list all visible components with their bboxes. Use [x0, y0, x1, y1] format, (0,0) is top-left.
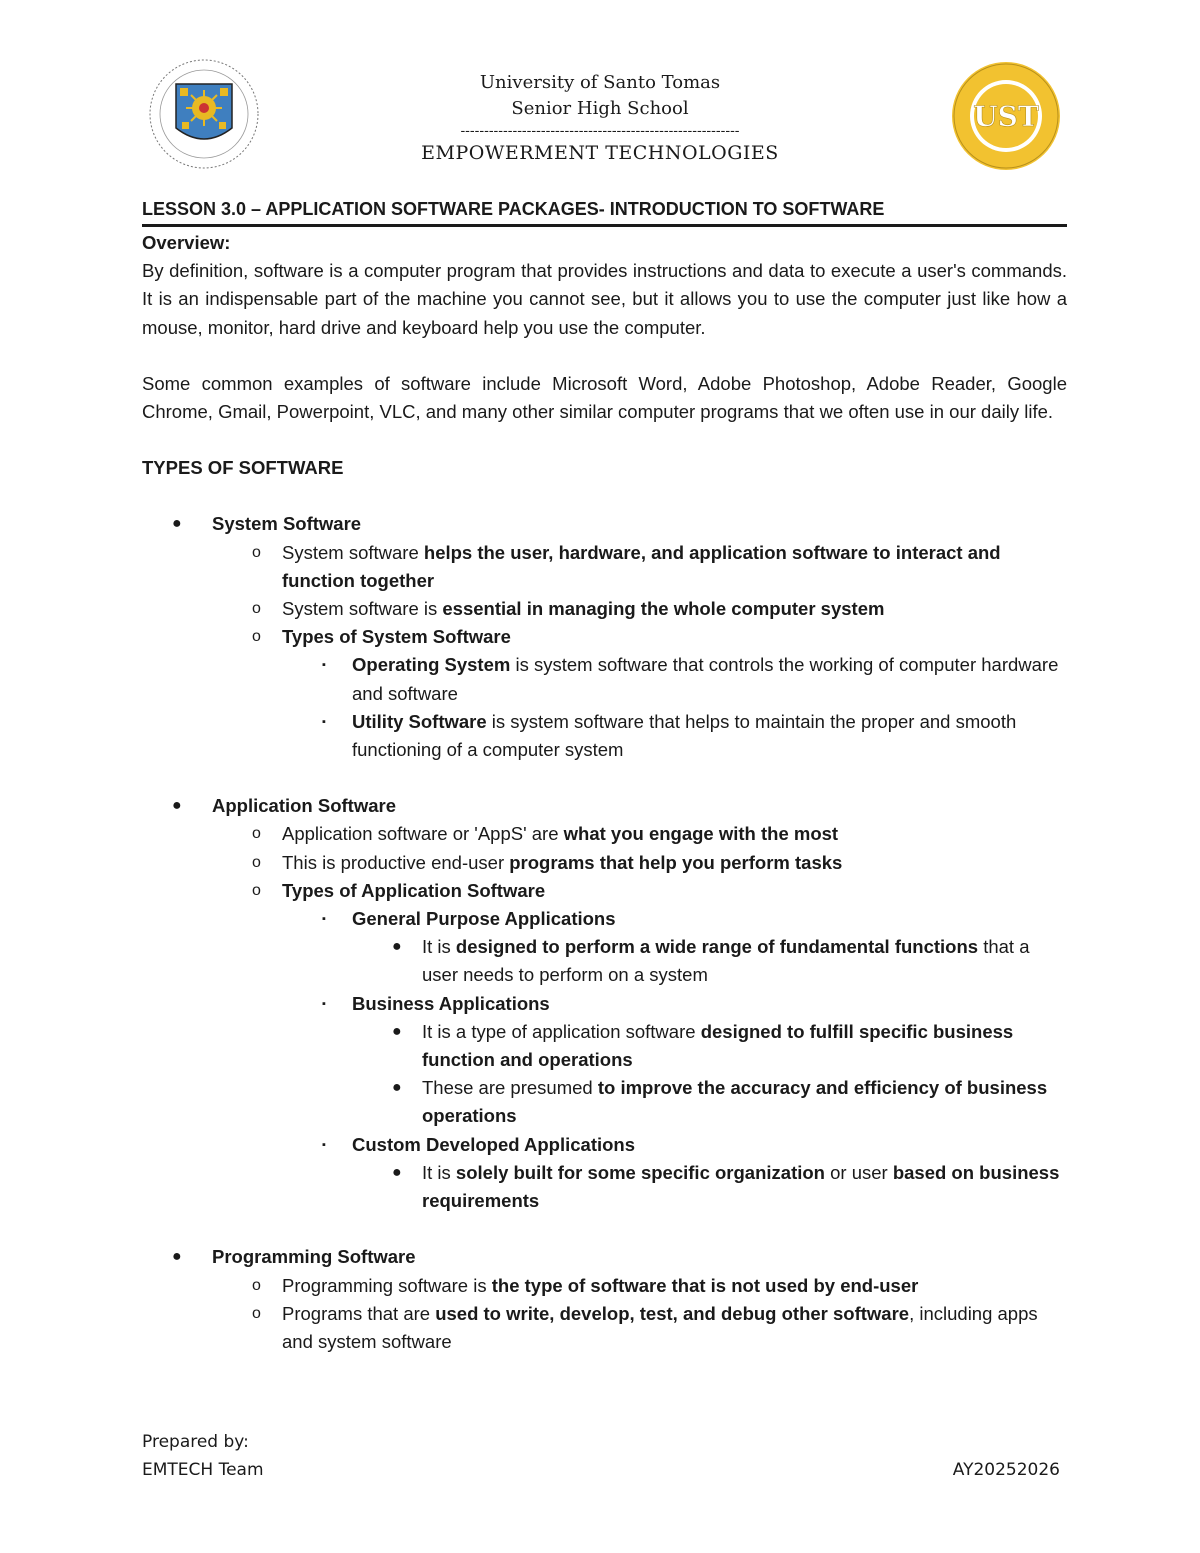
bullet-icon: ● [172, 797, 182, 815]
text-run: System software is [282, 598, 443, 620]
text-run: , including apps and system software [282, 1302, 1038, 1352]
text-run: These are presumed [422, 1077, 598, 1099]
custom-developed-sublist [352, 1159, 1067, 1215]
application-software-sublist [212, 820, 1067, 1215]
software-types-list [142, 510, 1067, 1356]
overview-paragraph-1: By definition, software is a computer program that provides instructions and data to execute a user's commands. It is an indispensable part of the machine you cannot see, but it allows you to use the computer just like how a mouse, monitor, hard drive and keyboard help you use the computer. [142, 260, 1067, 338]
lesson-title: LESSON 3.0 – APPLICATION SOFTWARE PACKAGES- INTRODUCTION TO SOFTWARE [142, 196, 1067, 227]
ust-seal-logo [142, 58, 266, 170]
text-run: This is productive end-user [282, 851, 510, 873]
list-item [212, 820, 1067, 848]
square-bullet-icon: ▪ [322, 997, 326, 1010]
circle-bullet-icon: o [252, 600, 261, 618]
prepared-by-team: EMTECH Team [142, 1460, 264, 1480]
list-item [282, 905, 1067, 990]
text-run: is system software that helps to maintain the proper and smooth functioning of a computer system [352, 710, 1017, 761]
list-item [212, 877, 1067, 1215]
square-bullet-icon: ▪ [322, 913, 326, 926]
list-item [282, 651, 1067, 707]
business-applications-title: Business Applications [352, 992, 550, 1014]
text-run: Programming software is [282, 1274, 492, 1296]
list-item [352, 1018, 1067, 1074]
list-item [352, 933, 1067, 989]
circle-bullet-icon: o [252, 881, 261, 899]
types-heading: TYPES OF SOFTWARE [142, 457, 344, 479]
programming-software-title: Programming Software [212, 1246, 416, 1268]
text-run: Application software or 'AppS' are [282, 823, 564, 845]
custom-developed-title: Custom Developed Applications [352, 1133, 636, 1155]
bold-run: helps the user, hardware, and application software to interact and function together [282, 541, 1001, 591]
list-item-application-software [142, 792, 1067, 1243]
document-header [380, 70, 820, 166]
bold-run: designed to fulfill specific business function and operations [422, 1020, 1014, 1071]
system-types-sublist [282, 651, 1067, 764]
text-run: It is [422, 936, 456, 958]
types-of-application-software: Types of Application Software [282, 879, 546, 901]
academic-year: AY20252026 [952, 1460, 1060, 1480]
text-run: is system software that controls the working of computer hardware and software [352, 654, 1059, 704]
header-divider: ----------------------------------------------------------- [460, 123, 740, 139]
circle-bullet-icon: o [252, 853, 261, 871]
bold-run: solely built for some specific organization [455, 1161, 825, 1183]
square-bullet-icon: ▪ [322, 659, 326, 672]
list-item [212, 849, 1067, 877]
list-item [212, 623, 1067, 764]
programming-software-sublist [212, 1272, 1067, 1357]
list-item [212, 1300, 1067, 1356]
circle-bullet-icon: o [252, 628, 261, 646]
bold-run: Utility Software [352, 710, 487, 732]
general-purpose-title: General Purpose Applications [352, 908, 616, 930]
bullet-icon: ● [392, 938, 402, 956]
bullet-icon: ● [392, 1163, 402, 1181]
bullet-icon: ● [172, 1248, 182, 1266]
square-bullet-icon: ▪ [322, 1138, 326, 1151]
list-item [352, 1159, 1067, 1215]
text-run: It is [422, 1161, 456, 1183]
text-run: that a user needs to perform on a system [422, 936, 1030, 986]
list-item [282, 990, 1067, 1131]
school-name: Senior High School [511, 98, 689, 119]
subject-title: EMPOWERMENT TECHNOLOGIES [421, 142, 779, 164]
bold-run: to improve the accuracy and efficiency of business operations [422, 1077, 1048, 1127]
text-run: Programs that are [282, 1302, 436, 1324]
circle-bullet-icon: o [252, 1276, 261, 1294]
bold-run: programs that help you perform tasks [509, 851, 843, 873]
bold-run: Operating System [352, 654, 511, 676]
text-run: System software [282, 541, 424, 563]
circle-bullet-icon: o [252, 825, 261, 843]
document-body [142, 196, 1067, 1356]
list-item [212, 1272, 1067, 1300]
text-run: It is a type of application software [422, 1020, 701, 1042]
overview-paragraph-2: Some common examples of software include Microsoft Word, Adobe Photoshop, Adobe Reader, Google Chrome, Gmail, Powerpoint, VLC, and many other similar computer programs that we often use in our daily life. [142, 372, 1067, 423]
bold-run: used to write, develop, test, and debug other software [435, 1302, 910, 1324]
document-footer [142, 1428, 1060, 1484]
ust-seal-text: UST [973, 100, 1039, 133]
bold-run: based on business requirements [422, 1161, 1060, 1212]
list-item [212, 539, 1067, 595]
list-item [282, 1131, 1067, 1216]
bold-run: the type of software that is not used by end-user [491, 1274, 919, 1296]
bold-run: essential in managing the whole computer system [442, 598, 885, 620]
business-applications-sublist [352, 1018, 1067, 1131]
prepared-by-label: Prepared by: [142, 1432, 249, 1452]
list-item-programming-software [142, 1243, 1067, 1356]
bullet-icon: ● [392, 1079, 402, 1097]
bullet-icon: ● [392, 1022, 402, 1040]
application-software-title: Application Software [212, 795, 396, 817]
overview-label: Overview: [142, 232, 231, 253]
list-item [352, 1074, 1067, 1130]
ust-shs-seal-logo [950, 60, 1062, 172]
list-item [282, 708, 1067, 764]
university-name: University of Santo Tomas [479, 72, 721, 93]
circle-bullet-icon: o [252, 1304, 261, 1322]
list-item [212, 595, 1067, 623]
system-software-title: System Software [212, 513, 362, 535]
general-purpose-sublist [352, 933, 1067, 989]
application-types-sublist [282, 905, 1067, 1215]
square-bullet-icon: ▪ [322, 715, 326, 728]
bullet-icon: ● [172, 515, 182, 533]
system-software-sublist [212, 539, 1067, 765]
types-of-system-software: Types of System Software [282, 626, 511, 648]
bold-run: what you engage with the most [563, 823, 839, 845]
list-item-system-software [142, 510, 1067, 792]
text-run: or user [824, 1161, 893, 1183]
bold-run: designed to perform a wide range of fundamental functions [455, 936, 979, 958]
circle-bullet-icon: o [252, 543, 261, 561]
